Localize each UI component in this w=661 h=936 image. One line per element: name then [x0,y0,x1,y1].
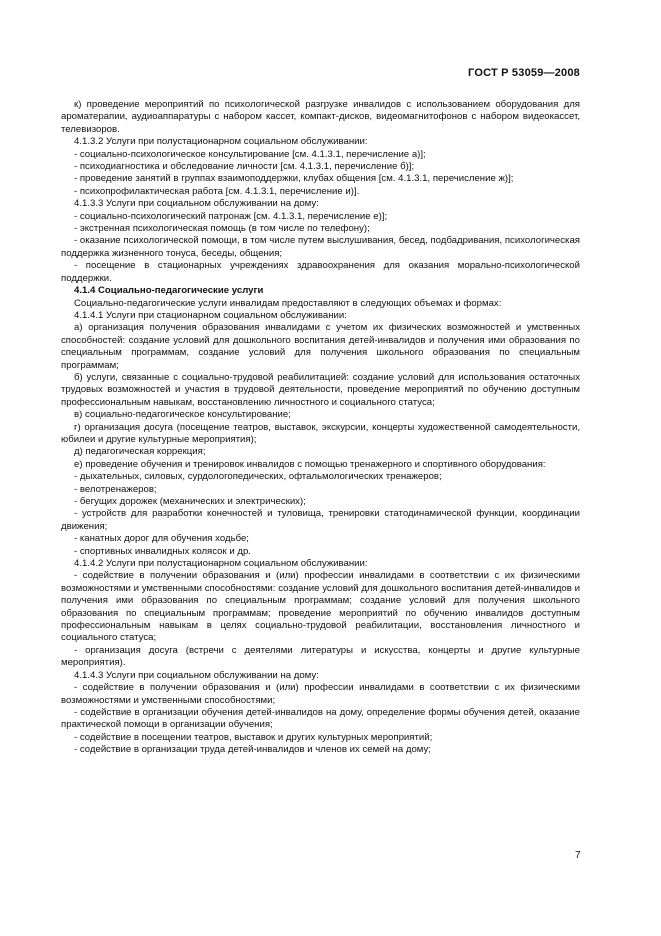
paragraph: б) услуги, связанные с социально-трудовой реабилитацией: создание условий для использования остаточных трудовых возможностей и участия в трудовой деятельности, проведение мероприятий по обучению доступным профессиональным навыкам, восстановлению личностного и социального статуса; [61,371,580,408]
paragraph: - содействие в организации обучения детей-инвалидов на дому, определение формы обучения детей, оказание практической помощи в организации обучения; [61,706,580,731]
paragraph: - содействие в посещении театров, выставок и других культурных мероприятий; [74,731,433,743]
paragraph: - содействие в получении образования и (или) профессии инвалидами в соответствии с их физическими возможностями и умственными способностями; [61,682,580,706]
paragraph: - социально-психологический патронаж [см. 4.1.3.1, перечисление е)]; [74,210,388,222]
paragraph: - оказание психологической помощи, в том числе путем выслушивания, бесед, подбадривания, психологическая поддержка жизненного тонуса, беседы, общения; [61,235,580,259]
paragraph: 4.1.4.1 Услуги при стационарном социальном обслуживании: [74,309,347,321]
paragraph: г) организация досуга (посещение театров, выставок, экскурсии, концерты художественной самодеятельности, юбилеи и другие культурные мероприятия); [61,421,580,445]
paragraph: 4.1.4.3 Услуги при социальном обслуживании на дому: [74,669,319,681]
paragraph: - проведение занятий в группах взаимоподдержки, клубах общения [см. 4.1.3.1, перечисление ж)]; [74,173,514,185]
paragraph: - бегущих дорожек (механических и электрических); [74,496,306,507]
paragraph: - спортивных инвалидных колясок и др. [74,545,251,557]
paragraph: 4.1.4.2 Услуги при полустационарном социальном обслуживании: [74,558,368,570]
paragraph: - социально-психологическое консультирование [см. 4.1.3.1, перечисление а)]; [74,148,426,160]
paragraph: - содействие в организации труда детей-инвалидов и членов их семей на дому; [74,744,431,756]
page-number: 7 [575,850,581,861]
paragraph: а) организация получения образования инвалидами с учетом их физических возможностей и умственных способностей: создание условий для дошкольного воспитания детей-инвалидов и получения ими образования по специальным программам, создание условий для получения школьного образования по специальным программам; [61,322,580,371]
paragraph: - психодиагностика и обследование личности [см. 4.1.3.1, перечисление б)]; [74,161,415,173]
paragraph: - посещение в стационарных учреждениях здравоохранения для оказания морально-психологической поддержки. [61,260,580,284]
paragraph: - содействие в получении образования и (или) профессии инвалидами в соответствии с их физическими возможностями и умственными способностями: создание условий для дошкольного воспитания детей-инвалидов и получения ими образования по специальным программам; создание условий для получения школьного образования по специальным программам; проведение мероприятий по обучению инвалидов доступным профессиональным навыкам в целях социально-трудовой реабилитации, восстановления личностного и социального статуса; [61,570,580,644]
paragraph: - канатных дорог для обучения ходьбе; [74,533,249,545]
paragraph: 4.1.3.3 Услуги при социальном обслуживании на дому: [74,198,319,210]
document-code-header: ГОСТ Р 53059—2008 [468,67,580,79]
paragraph: - устройств для разработки конечностей и туловища, тренировки статодинамической функции, координации движения; [61,508,580,532]
paragraph: - дыхательных, силовых, сурдологопедических, офтальмологических тренажеров; [74,471,442,483]
paragraph: Социально-педагогические услуги инвалидам предоставляют в следующих объемах и формах: [74,297,502,309]
paragraph: к) проведение мероприятий по психологической разгрузке инвалидов с использованием оборудования для ароматерапии, аудиоаппаратуры с набором кассет, компакт-дисков, видеомагнитофонов с набором видеокассет, телевизоров. [61,99,580,135]
paragraph: - экстренная психологическая помощь (в том числе по телефону); [74,223,370,235]
section-heading: 4.1.4 Социально-педагогические услуги [74,285,264,297]
paragraph: - велотренажеров; [74,483,157,495]
paragraph: в) социально-педагогическое консультирование; [74,409,291,421]
paragraph: 4.1.3.2 Услуги при полустационарном социальном обслуживании: [74,136,368,148]
paragraph: - психопрофилактическая работа [см. 4.1.3.1, перечисление и)]. [74,185,360,197]
paragraph: - организация досуга (встречи с деятелями литературы и искусства, концерты и другие культурные мероприятия). [61,644,580,669]
paragraph: е) проведение обучения и тренировок инвалидов с помощью тренажерного и спортивного оборудования: [74,458,546,470]
document-body [61,99,580,757]
paragraph: д) педагогическая коррекция; [74,446,206,458]
